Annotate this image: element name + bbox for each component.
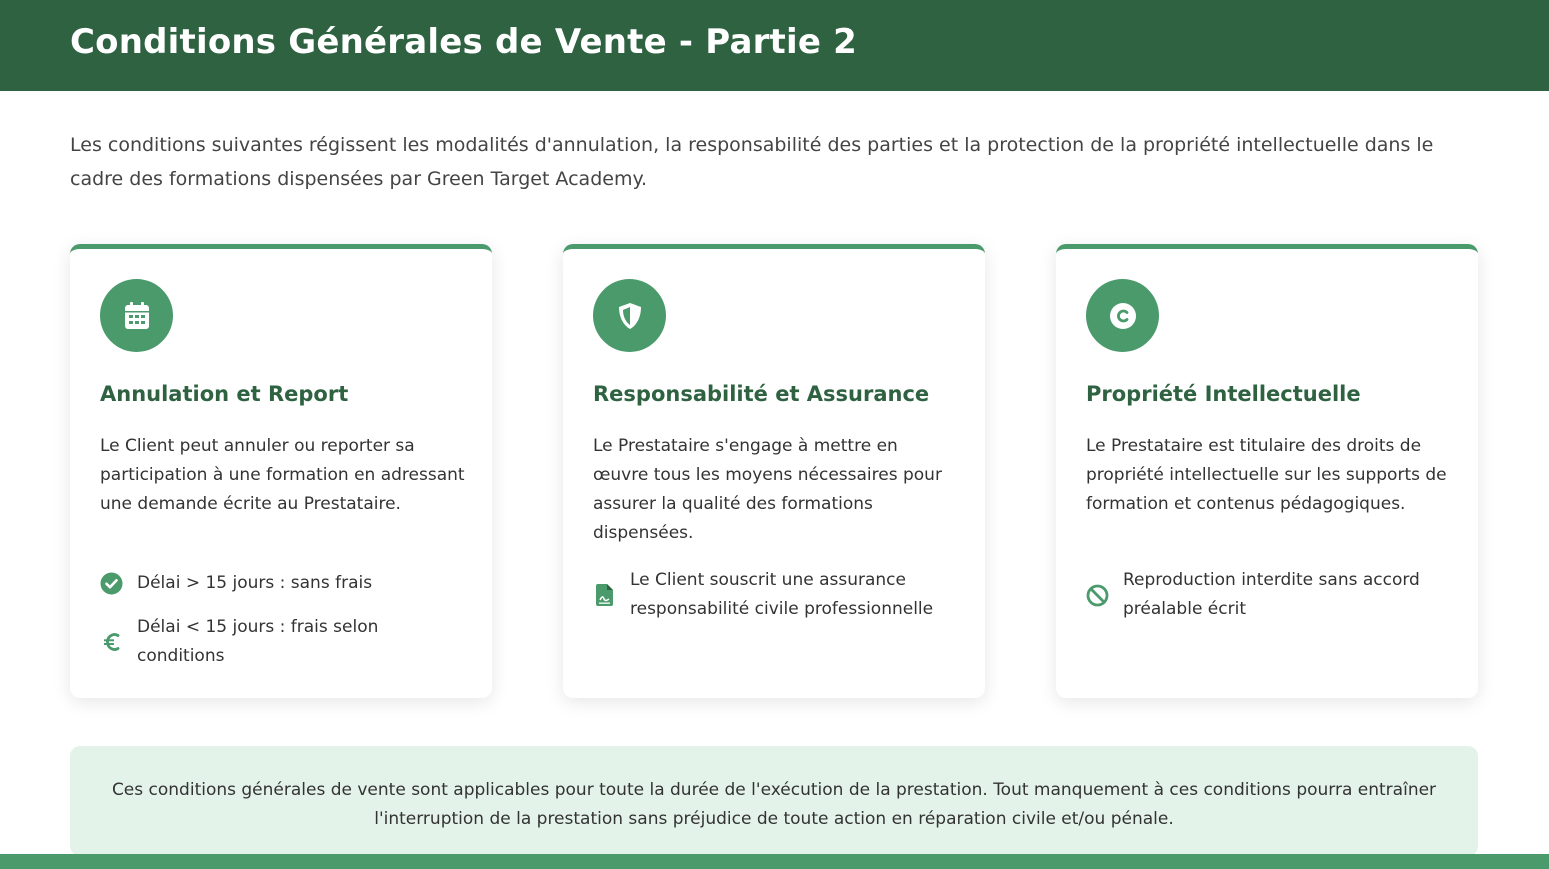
copyright-icon xyxy=(1086,279,1159,352)
card-title: Propriété Intellectuelle xyxy=(1086,382,1361,406)
page-header xyxy=(0,0,1549,91)
list-item xyxy=(1086,566,1456,624)
list-item-text: Le Client souscrit une assurance responsabilité civile professionnelle xyxy=(630,570,934,619)
shield-icon xyxy=(593,279,666,352)
intro-text: Les conditions suivantes régissent les modalités d'annulation, la responsabilité des parties et la protection de la propriété intellectuelle dans le cadre des formations dispensées par Green Target Academy. xyxy=(70,134,1434,190)
card-intellectual-property xyxy=(1056,244,1478,698)
card-title: Annulation et Report xyxy=(100,382,349,406)
card-body: Le Client peut annuler ou reporter sa participation à une formation en adressant une demande écrite au Prestataire. xyxy=(100,436,465,514)
calendar-icon xyxy=(100,279,173,352)
card-title: Responsabilité et Assurance xyxy=(593,382,930,406)
card-body: Le Prestataire est titulaire des droits de propriété intellectuelle sur les supports de formation et contenus pédagogiques. xyxy=(1086,436,1447,514)
list-item-text: Délai > 15 jours : sans frais xyxy=(137,573,373,593)
page-title: Conditions Générales de Vente - Partie 2 xyxy=(70,22,858,62)
footer-notice xyxy=(70,746,1478,856)
card-body: Le Prestataire s'engage à mettre en œuvre tous les moyens nécessaires pour assurer la qualité des formations dispensées. xyxy=(593,436,942,543)
check-circle-icon xyxy=(100,572,123,595)
list-item-text: Délai < 15 jours : frais selon conditions xyxy=(137,617,379,666)
footer-text: Ces conditions générales de vente sont applicables pour toute la durée de l'exécution de la prestation. Tout manquement à ces conditions pourra entraîner l'interruption de la prestation sans préjudice de toute action en réparation civile et/ou pénale. xyxy=(111,780,1437,829)
list-item-text: Reproduction interdite sans accord préalable écrit xyxy=(1123,570,1420,619)
list-item xyxy=(593,566,963,624)
list-item xyxy=(100,613,470,671)
euro-icon xyxy=(100,631,123,654)
contract-document-icon xyxy=(593,584,616,607)
card-liability xyxy=(563,244,985,698)
list-item xyxy=(100,569,470,598)
bottom-bar xyxy=(0,854,1549,869)
card-cancellation xyxy=(70,244,492,698)
ban-icon xyxy=(1086,584,1109,607)
